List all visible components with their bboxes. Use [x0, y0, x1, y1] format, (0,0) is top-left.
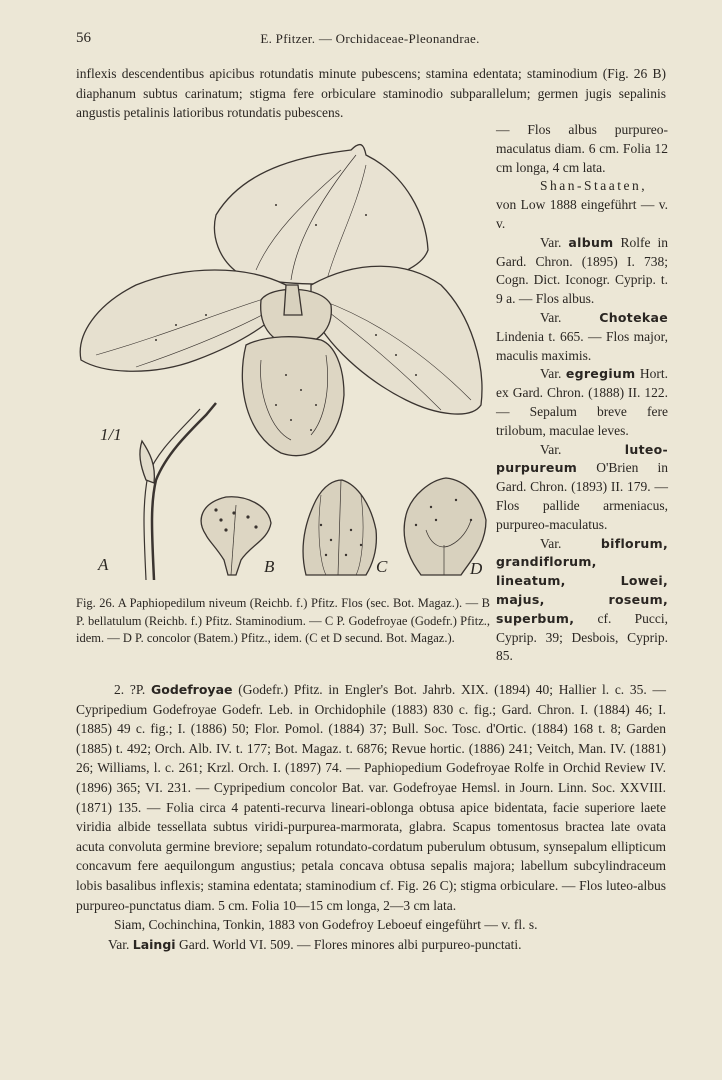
var-prefix: Var.	[108, 936, 130, 952]
entry-paragraph	[76, 680, 666, 915]
entry-number: 2. ?P.	[114, 682, 146, 697]
scale-mark: 1/1	[100, 425, 122, 444]
entry-name: Godefroyae	[150, 682, 233, 697]
caption-text: Fig. 26. A Paphiopedilum niveum (Reichb. f.) Pfitz. Flos (sec. Bot. Magaz.). — B P. bellatulum (Reichb. f.) Pfitz. Staminodium. — C P. Godefroyae (Godefr.) Pfitz., idem. — D P. concolor (Batem.) Pfitz., idem. (C et D secund. Bot. Magaz.).	[76, 596, 490, 645]
species-entry	[76, 680, 666, 954]
side-locality-name: Shan-Staaten,	[540, 178, 648, 194]
var-prefix: Var.	[540, 234, 562, 250]
side-column	[496, 121, 668, 666]
running-head: E. Pfitzer. — Orchidaceae-Pleonandrae.	[260, 31, 480, 46]
variety-album	[496, 234, 668, 309]
figure-caption	[76, 595, 490, 648]
variety-chotekae	[496, 309, 668, 365]
variety-text: O'Brien in Gard. Chron. (1893) II. 179. — Flos pallide armeniacus, purpureo-maculatus.	[496, 460, 668, 532]
intro-paragraph	[76, 64, 666, 123]
figure-label-d: D	[470, 559, 483, 578]
var-prefix: Var.	[540, 309, 562, 325]
var-prefix: Var.	[540, 535, 562, 551]
variety-text: Hort. ex Gard. Chron. (1888) II. 122. — Sepalum breve fere trilobum, maculae leves.	[496, 366, 668, 438]
variety-name: Chotekae	[599, 309, 668, 325]
figure-label-a: A	[98, 555, 109, 574]
page-header	[76, 30, 664, 50]
variety-text: Lindenia t. 665. — Flos major, maculis maximis.	[496, 328, 668, 363]
entry-text: (Godefr.) Pfitz. in Engler's Bot. Jahrb. XIX. (1894) 40; Hallier l. c. 35. — Cypripedium Godefroyae Godefr. Leb. in Orchidophile (1883) 830 c. fig.; Gard. Chron. I. (1884) 46; I. (1885) 49 c. fig.; I. (1886) 50; Flor. Pomol. (1884) 37; Bull. Soc. Tosc. d'Ortic. (1884) 168 t. 8; Garden (1885) t. 492; Orch. Alb. IV. t. 177; Bot. Magaz. t. 6876; Revue hortic. (1886) 241; Veitch, Man. IV. (1881) 26; Williams, l. c. 261; Krzl. Orch. I. (1897) 74. — Paphiopedium Godefroyae Rolfe in Orchid Review IV. (1896) 365; VI. 231. — Cypripedium concolor Bat. var. Godefroyae Hemsl. in Journ. Linn. Soc. XXVIII. (1871) 135. — Folia circa 4 patenti-recurva lineari-oblonga obtusa apice bidentata, facie superiore laete viridia albide tessellata subtus viridi-purpurea-marmorata, glabra. Scapus tomentosus bractea late ovata acuta convoluta germine breviore; sepalum rotundato-cordatum puberulum obtusum, synsepalum ellipticum concavum fere aequilongum angustius; petala concava obtusa sepalis majora; labellum subcylindraceum lobis basalibus inflexis; stamina edentata; staminodium cf. Fig. 26 C); stigma orbiculare. — Flos luteo-albus purpureo-punctatus diam. 5 cm. Folia 10—15 cm longa, 2—3 cm lata.	[76, 682, 667, 913]
variety-text: Gard. World VI. 509. — Flores minores albi purpureo-punctati.	[178, 936, 522, 952]
side-description: — Flos albus purpureo-maculatus diam. 6 cm. Folia 12 cm longa, 4 cm lata.	[496, 122, 668, 175]
side-locality-rest: von Low 1888 eingeführt — v. v.	[496, 197, 668, 231]
bract	[140, 441, 154, 483]
figure-26	[76, 135, 496, 595]
intro-text: inflexis descendentibus apicibus rotundatis minute pubescens; stamina edentata; staminodium (Fig. 26 B) diaphanum subtus carinatum; stigma fere orbiculare staminodio subparallelum; germen jugis sepalinis angustis petalinis latioribus rotundatis pubescens.	[76, 66, 666, 120]
labellum	[242, 337, 344, 456]
variety-others	[496, 535, 668, 667]
variety-name: Laingi	[132, 936, 176, 952]
variety-egregium	[496, 365, 668, 440]
variety-laingi	[76, 935, 666, 955]
figure-label-b: B	[264, 557, 275, 576]
variety-name: album	[568, 234, 614, 250]
variety-name: egregium	[565, 366, 636, 382]
var-prefix: Var.	[540, 366, 562, 382]
entry-locality: Siam, Cochinchina, Tonkin, 1883 von Godefroy Leboeuf eingeführt — v. fl. s.	[114, 917, 538, 933]
dorsal-sepal	[214, 145, 428, 284]
figure-label-c: C	[376, 557, 388, 576]
page-number: 56	[76, 30, 91, 46]
variety-text: Rolfe in Gard. Chron. (1895) I. 738; Cogn. Dict. Iconogr. Cyprip. t. 9 a. — Flos albus.	[496, 234, 669, 307]
side-locality	[496, 177, 668, 233]
orchid-illustration	[76, 135, 496, 595]
stem	[152, 403, 216, 580]
variety-luteo-purpureum	[496, 441, 668, 535]
var-prefix: Var.	[540, 441, 562, 457]
variety-name: luteo-purpureum	[496, 441, 668, 476]
variety-names: biflorum, grandiflorum, lineatum, Lowei, majus, roseum, superbum,	[496, 535, 668, 626]
variety-text: cf. Pucci, Cyprip. 39; Desbois, Cyprip. 85.	[496, 610, 669, 664]
